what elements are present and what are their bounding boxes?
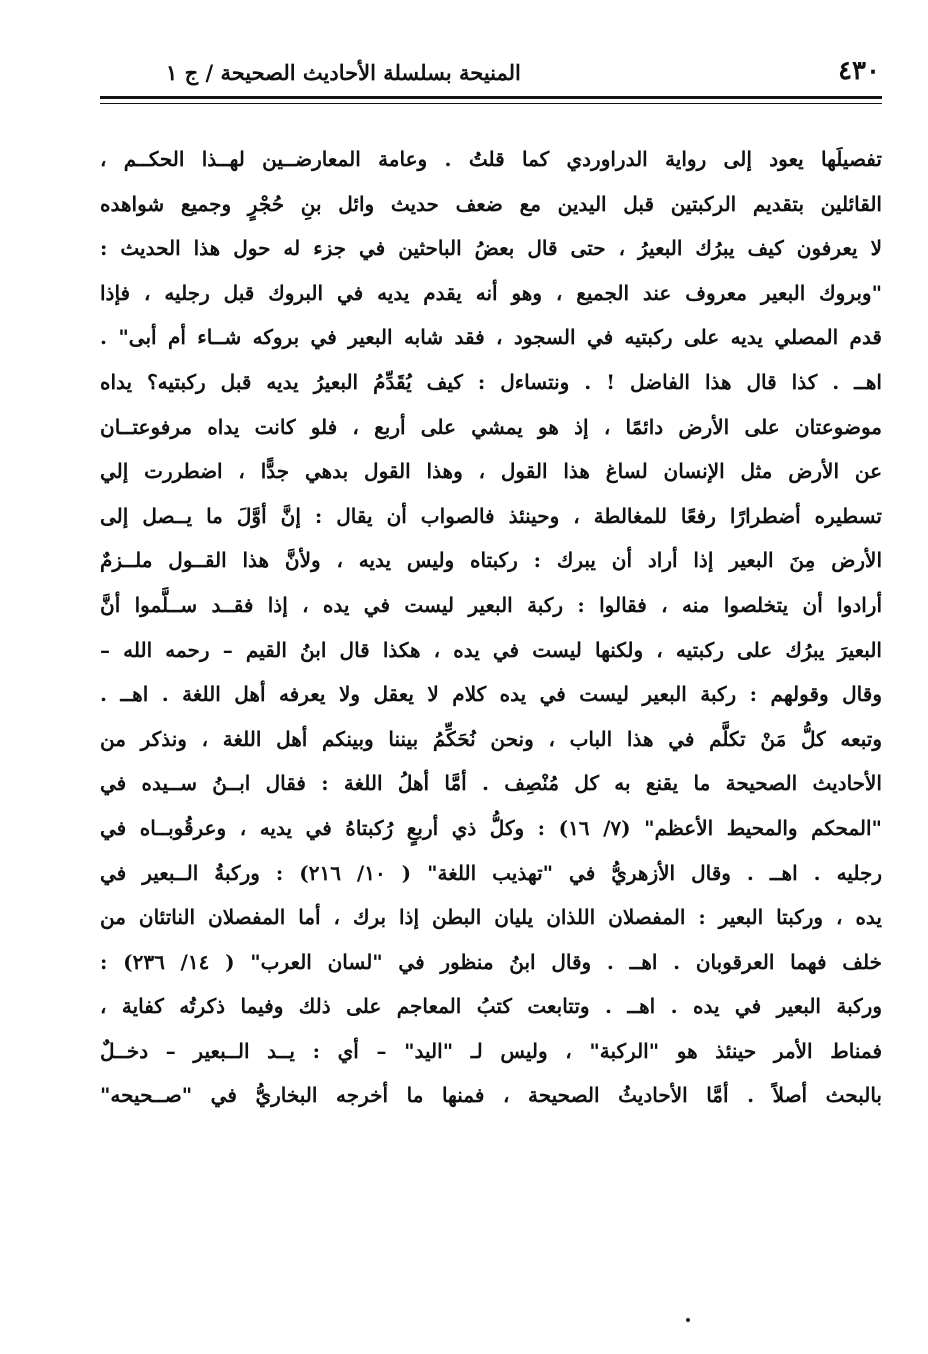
text-line: اهــ . كذا قال هذا الفاضل ! . ونتساءل : كيف يُقَدِّمُ البعيرُ يديه قبل ركبتيه؟ يداه bbox=[100, 369, 882, 394]
text-line: رجليه . اهــ . وقال الأزهريُّ في "تهذيب اللغة" ( ١٠/ ٢١٦) : وركبةُ الــبعير في bbox=[100, 860, 882, 885]
text-line: فمناط الأمر حينئذ هو "الركبة" ، وليس لـ "اليد" – أي : يــد الــبعير – دخــلٌ bbox=[100, 1038, 882, 1063]
text-line: تفصيلَها يعود إلى رواية الدراوردي كما قلتُ . وعامة المعارضــين لهــذا الحكــم ، bbox=[100, 147, 882, 171]
text-line: أرادوا أن يتخلصوا منه ، فقالوا : ركبة البعير ليست في يده ، إذا فقــد ســلَّموا أنَّ bbox=[100, 592, 882, 617]
text-line: القائلين بتقديم الركبتين قبل اليدين مع ضعف حديث وائل بنِ حُجْرٍ وجميع شواهده bbox=[100, 191, 882, 216]
text-line: البعيرَ يبرُك على ركبتيه ، ولكنها ليست في يده ، هكذا قال ابنُ القيم – رحمه الله – bbox=[100, 637, 882, 662]
header-rule-thick bbox=[100, 96, 882, 99]
text-line: "المحكم والمحيط الأعظم" (٧/ ١٦) : وكلُّ ذي أربعٍ رُكبتاهُ في يديه ، وعرقُوبــاه في bbox=[100, 815, 882, 840]
text-line: الأحاديث الصحيحة ما يقنع به كل مُنْصِف . أمَّا أهلُ اللغة : فقال ابــنُ ســيده في bbox=[100, 771, 882, 796]
page-header bbox=[106, 52, 880, 96]
text-line: وقال وقولهم : ركبة البعير ليست في يده كلام لا يعقل ولا يعرفه أهل اللغة . اهــ . bbox=[100, 682, 882, 707]
header-rule-thin bbox=[100, 103, 882, 104]
text-line: "وبروك البعير معروف عند الجميع ، وهو أنه يقدم يديه في البروك قبل رجليه ، فإذا bbox=[100, 280, 882, 305]
body-text bbox=[100, 137, 882, 1118]
text-line: لا يعرفون كيف يبرُك البعيرُ ، حتى قال بعضُ الباحثين في جزء له حول هذا الحديث : bbox=[100, 236, 882, 261]
text-line: وتبعه كلُّ مَنْ تكلَّم في هذا الباب ، ونحن نُحَكِّمُ بيننا وبينكم أهل اللغة ، ونذكر من bbox=[100, 726, 882, 751]
text-line: يده ، وركبتا البعير : المفصلان اللذان يليان البطن إذا برك ، أما المفصلان الناتئان من bbox=[100, 905, 882, 930]
text-line: موضوعتان على الأرض دائمًا ، إذ هو يمشي على أربع ، فلو كانت يداه مرفوعتــان bbox=[100, 414, 882, 439]
text-line: تسطيره أضطرارًا رفعًا للمغالطة ، وحينئذ فالصواب أن يقال : إنَّ أوَّلَ ما يــصل إلى bbox=[100, 503, 882, 528]
page-number: ٤٣٠ bbox=[838, 56, 880, 86]
text-line: وركبة البعير في يده . اهــ . وتتابعت كتبُ المعاجم على ذلك وفيما ذكرتُه كفاية ، bbox=[100, 994, 882, 1019]
running-title: المنيحة بسلسلة الأحاديث الصحيحة / ج ١ bbox=[166, 60, 521, 85]
text-line: خلف فهما العرقوبان . اهــ . وقال ابنُ منظور في "لسان العرب" ( ١٤/ ٢٣٦) : bbox=[100, 949, 882, 974]
text-line: عن الأرض مثل الإنسان لساغ هذا القول ، وهذا القول بدهي جدًّا ، اضطررت إلي bbox=[100, 459, 882, 484]
text-line: الأرض مِنَ البعير إذا أراد أن يبرك : ركبتاه وليس يديه ، ولأنَّ هذا القــول ملــزمٌ bbox=[100, 548, 882, 573]
text-line: قدم المصلي يديه على ركبتيه في السجود ، فقد شابه البعير في بروكه شــاء أم أبى" . bbox=[100, 325, 882, 350]
footer-dot bbox=[686, 1318, 690, 1322]
text-line: بالبحث أصلاً . أمَّا الأحاديثُ الصحيحة ، فمنها ما أخرجه البخاريُّ في "صــحيحه" bbox=[100, 1083, 882, 1108]
